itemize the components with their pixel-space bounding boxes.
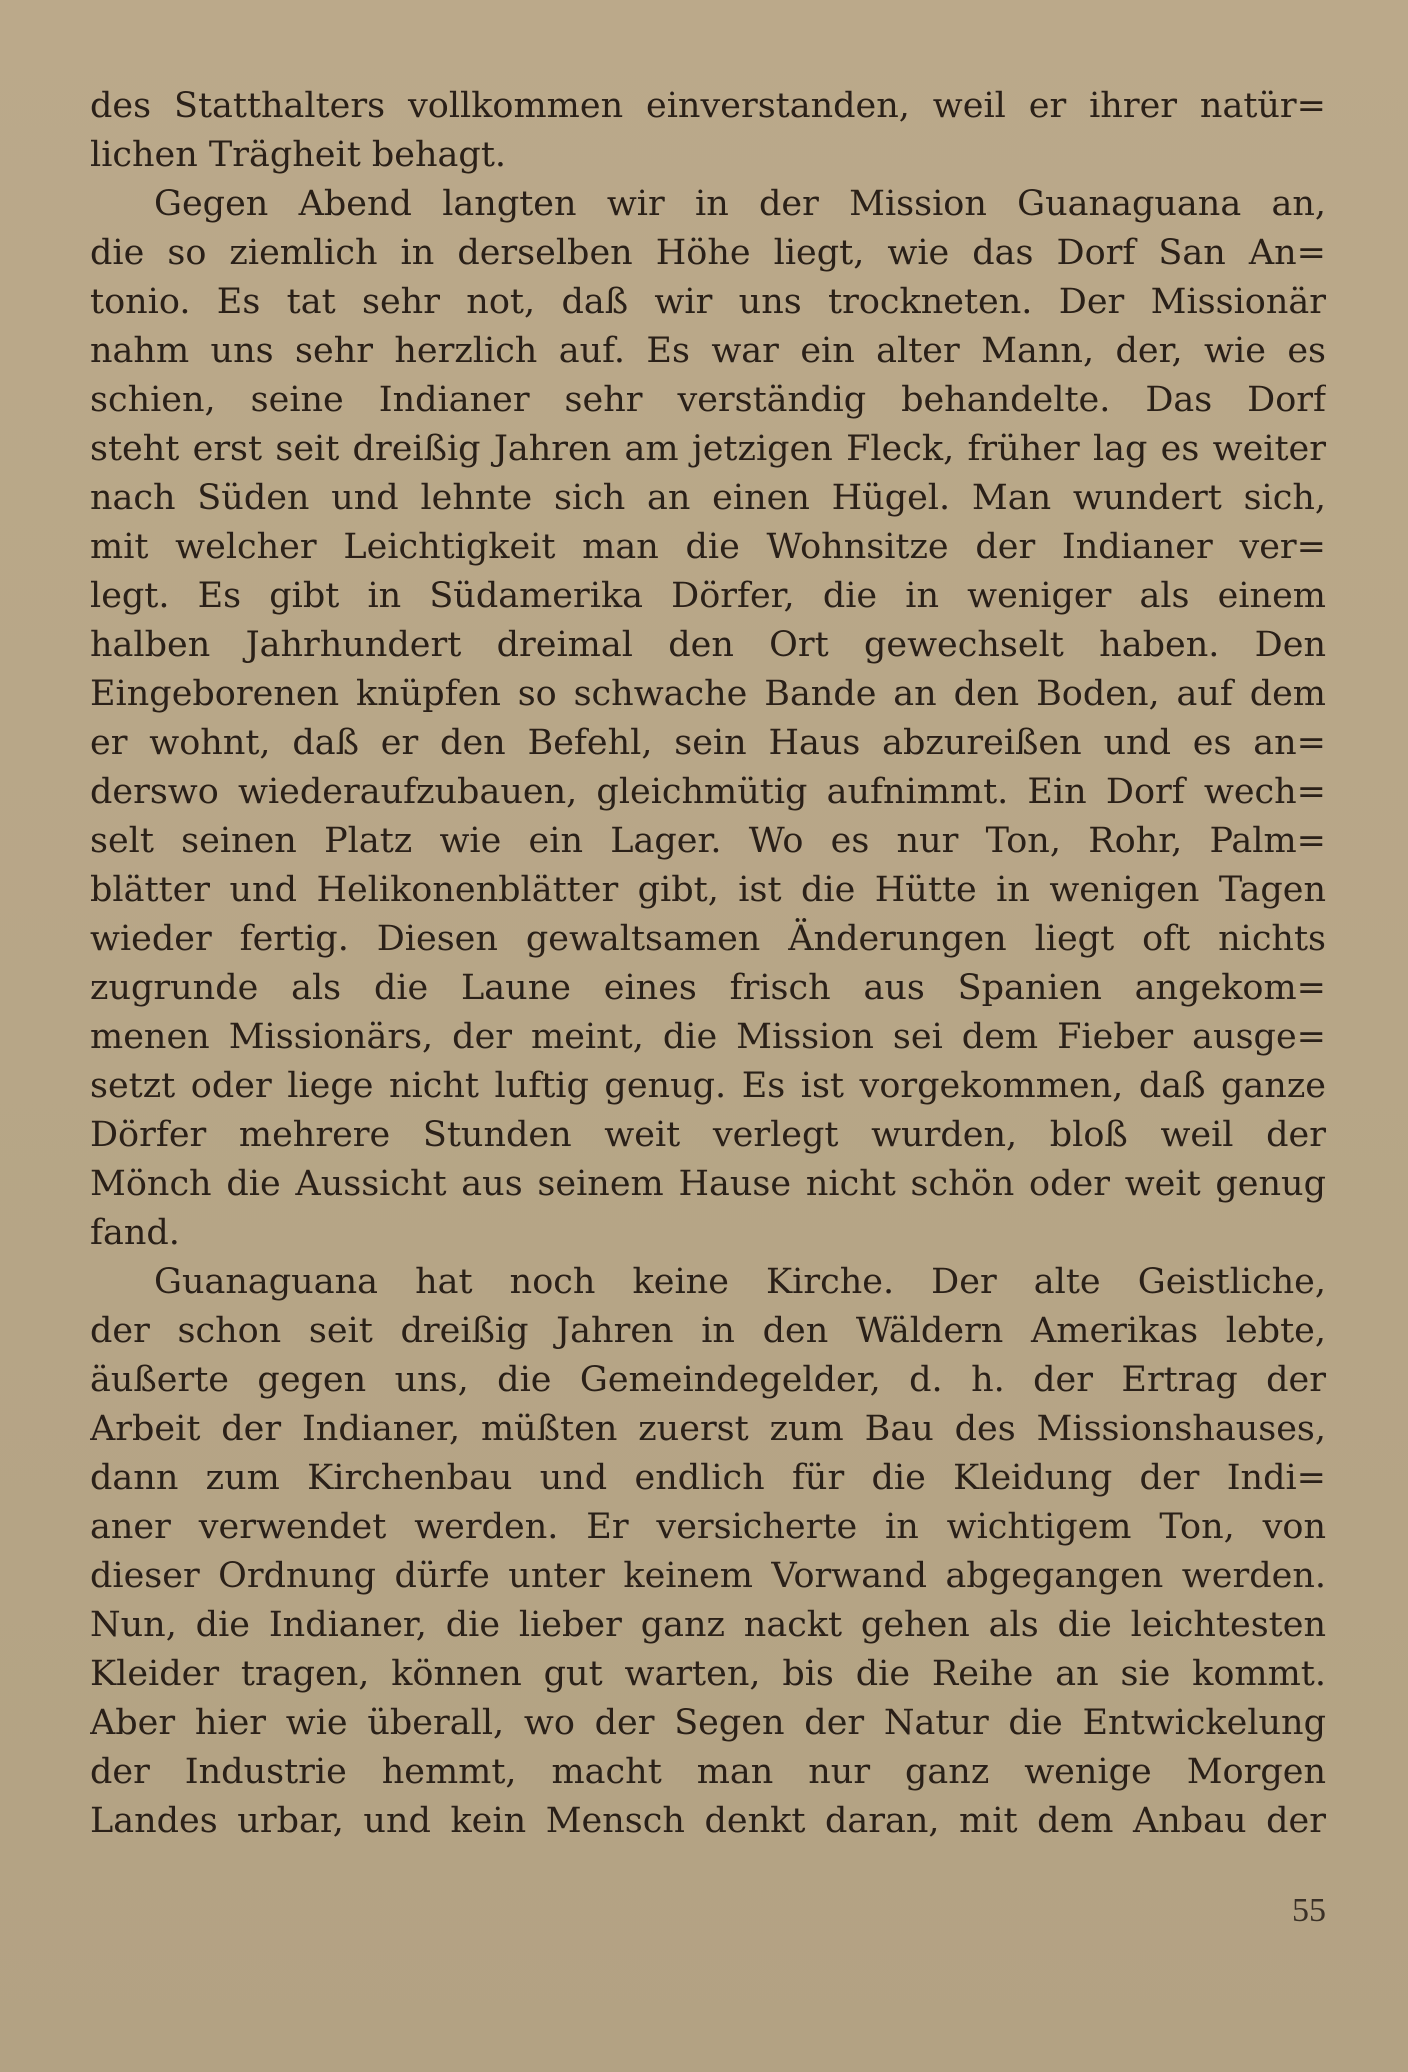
text-line: der Industrie hemmt, macht man nur ganz wenige Morgen xyxy=(90,1752,1326,1792)
text-line: blätter und Helikonenblätter gibt, ist die Hütte in wenigen Tagen xyxy=(90,870,1326,910)
text-line: Aber hier wie überall, wo der Segen der Natur die Entwickelung xyxy=(90,1703,1326,1743)
text-line: Dörfer mehrere Stunden weit verlegt wurden, bloß weil der xyxy=(90,1115,1326,1155)
text-line: Gegen Abend langten wir in der Mission Guanaguana an, xyxy=(154,184,1326,224)
text-line: Landes urbar, und kein Mensch denkt daran, mit dem Anbau der xyxy=(90,1801,1326,1841)
text-line: die so ziemlich in derselben Höhe liegt, wie das Dorf San An= xyxy=(90,233,1326,273)
text-line: dann zum Kirchenbau und endlich für die Kleidung der Indi= xyxy=(90,1458,1326,1498)
text-line: des Statthalters vollkommen einverstanden, weil er ihrer natür= xyxy=(90,86,1326,126)
text-line: derswo wiederaufzubauen, gleichmütig aufnimmt. Ein Dorf wech= xyxy=(90,772,1326,812)
text-line: tonio. Es tat sehr not, daß wir uns trockneten. Der Missionär xyxy=(90,282,1326,322)
text-line: steht erst seit dreißig Jahren am jetzigen Fleck, früher lag es weiter xyxy=(90,429,1326,469)
text-line: legt. Es gibt in Südamerika Dörfer, die in weniger als einem xyxy=(90,576,1326,616)
text-line: Eingeborenen knüpfen so schwache Bande an den Boden, auf dem xyxy=(90,674,1326,714)
text-line: Guanaguana hat noch keine Kirche. Der alte Geistliche, xyxy=(154,1262,1326,1302)
text-line: schien, seine Indianer sehr verständig behandelte. Das Dorf xyxy=(90,380,1326,420)
text-line: halben Jahrhundert dreimal den Ort gewechselt haben. Den xyxy=(90,625,1326,665)
text-line: Arbeit der Indianer, müßten zuerst zum Bau des Missionshauses, xyxy=(90,1409,1326,1449)
text-line: menen Missionärs, der meint, die Mission sei dem Fieber ausge= xyxy=(90,1017,1326,1057)
text-line: wieder fertig. Diesen gewaltsamen Änderungen liegt oft nichts xyxy=(90,919,1326,959)
text-line: fand. xyxy=(90,1213,180,1253)
text-line: mit welcher Leichtigkeit man die Wohnsitze der Indianer ver= xyxy=(90,527,1326,567)
text-line: äußerte gegen uns, die Gemeindegelder, d. h. der Ertrag der xyxy=(90,1360,1326,1400)
page-number: 55 xyxy=(1292,1892,1326,1929)
text-line: der schon seit dreißig Jahren in den Wäldern Amerikas lebte, xyxy=(90,1311,1326,1351)
text-line: setzt oder liege nicht luftig genug. Es ist vorgekommen, daß ganze xyxy=(90,1066,1326,1106)
text-line: er wohnt, daß er den Befehl, sein Haus abzureißen und es an= xyxy=(90,723,1326,763)
text-line: Kleider tragen, können gut warten, bis die Reihe an sie kommt. xyxy=(90,1654,1326,1694)
text-line: zugrunde als die Laune eines frisch aus Spanien angekom= xyxy=(90,968,1326,1008)
text-line: dieser Ordnung dürfe unter keinem Vorwand abgegangen werden. xyxy=(90,1556,1326,1596)
text-line: selt seinen Platz wie ein Lager. Wo es nur Ton, Rohr, Palm= xyxy=(90,821,1326,861)
text-line: lichen Trägheit behagt. xyxy=(90,135,507,175)
text-line: Mönch die Aussicht aus seinem Hause nicht schön oder weit genug xyxy=(90,1164,1326,1204)
text-line: Nun, die Indianer, die lieber ganz nackt gehen als die leichtesten xyxy=(90,1605,1326,1645)
text-line: nach Süden und lehnte sich an einen Hügel. Man wundert sich, xyxy=(90,478,1326,518)
text-line: nahm uns sehr herzlich auf. Es war ein alter Mann, der, wie es xyxy=(90,331,1326,371)
text-line: aner verwendet werden. Er versicherte in wichtigem Ton, von xyxy=(90,1507,1326,1547)
